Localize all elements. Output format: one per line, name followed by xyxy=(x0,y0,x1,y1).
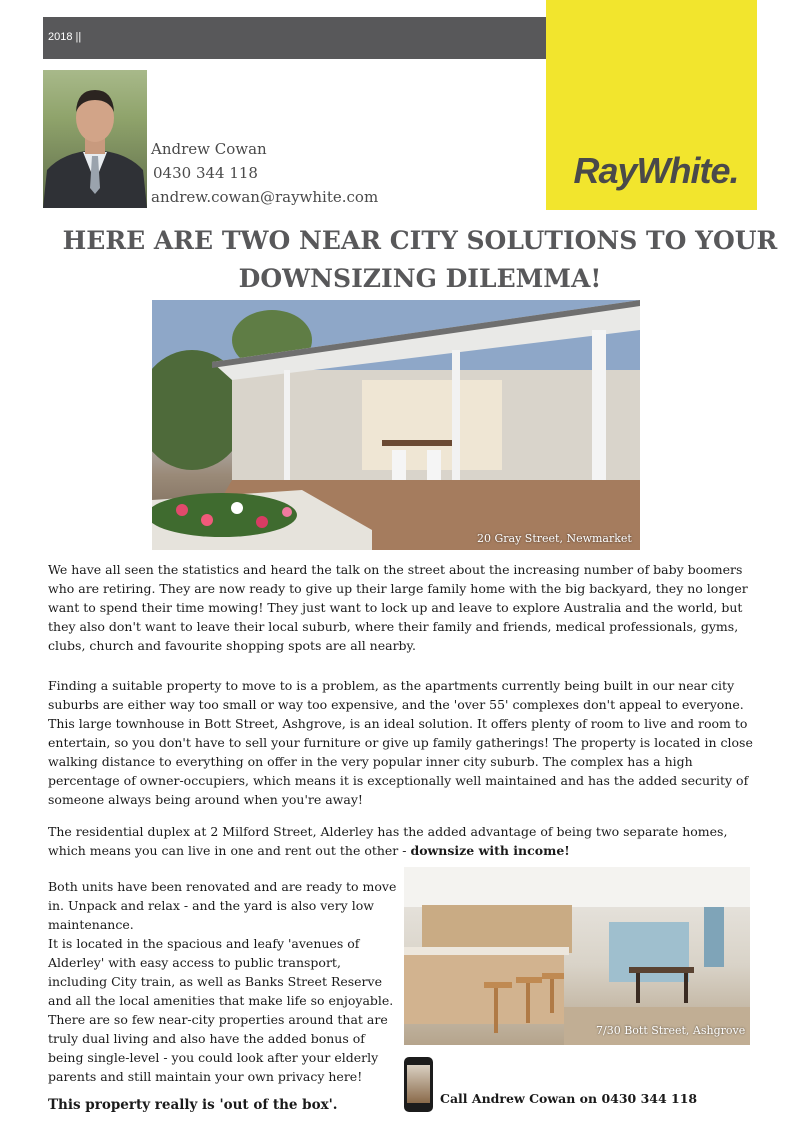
downsize-highlight: downsize with income! xyxy=(410,843,570,858)
logo-text: RayWhite xyxy=(573,150,730,191)
paragraph-location-text: It is located in the spacious and leafy 'avenues of Alderley' with easy access to public transport, including City train, as well as Banks Street Reserve and all the local amenities that make life so enjoyable. There are so few near-city properties around that are truly dual living and also have the added bonus of being single-level - you could look after your elderly parents and still maintain your own privacy here! xyxy=(48,936,394,1084)
smartphone-icon xyxy=(404,1057,433,1112)
paragraph-ashgrove: Finding a suitable property to move to is a problem, as the apartments currently being built in our near city suburbs are either way too small or way too expensive, and the 'over 55' complexes don't appeal to everyone. This large townhouse in Bott Street, Ashgrove, is an ideal solution. It offers plenty of room to live and room to entertain, so you don't have to sell your furniture or give up family gatherings! The property is located in close walking distance to everything on offer in the very popular inner city suburb. The complex has a high percentage of owner-occupiers, which means it is exceptionally well maintained and has the added security of someone always being around when you're away! xyxy=(48,678,753,807)
hero-caption: 20 Gray Street, Newmarket xyxy=(477,532,632,545)
raywhite-logo xyxy=(566,150,746,192)
paragraph-intro: We have all seen the statistics and heard the talk on the street about the increasing number of baby boomers who are retiring. They are now ready to give up their large family home with the big backyard, they no longer want to spend their time mowing! They just want to lock up and leave to explore Australia and the world, but they also don't want to leave their local suburb, where their family and friends, medical professionals, gyms, clubs, church and favourite shopping spots are all nearby. xyxy=(48,562,748,653)
agent-email: andrew.cowan@raywhite.com xyxy=(151,188,379,206)
header-bar xyxy=(43,17,546,59)
logo-dot: . xyxy=(729,150,739,191)
agent-photo xyxy=(43,70,147,208)
call-to-action: Call Andrew Cowan on 0430 344 118 xyxy=(440,1091,698,1106)
headline: HERE ARE TWO NEAR CITY SOLUTIONS TO YOUR DOWNSIZING DILEMMA! xyxy=(62,226,778,293)
year-label: 2018 || xyxy=(48,31,82,43)
agent-name: Andrew Cowan xyxy=(151,140,267,158)
brand-panel xyxy=(546,0,757,210)
paragraph-units xyxy=(48,877,398,1086)
paragraph-alderley xyxy=(48,822,763,860)
paragraph-alderley-text: The residential duplex at 2 Milford Street, Alderley has the added advantage of being two separate homes, which means you can live in one and rent out the other - xyxy=(48,824,728,858)
paragraph-units-text: Both units have been renovated and are ready to move in. Unpack and relax - and the yard is also very low maintenance. xyxy=(48,879,397,932)
interior-caption: 7/30 Bott Street, Ashgrove xyxy=(596,1024,746,1037)
hero-photo xyxy=(152,300,640,550)
closing-statement: This property really is 'out of the box'. xyxy=(48,1097,338,1113)
phone-screen xyxy=(407,1065,430,1103)
interior-photo xyxy=(404,867,750,1045)
agent-phone: 0430 344 118 xyxy=(153,164,258,182)
